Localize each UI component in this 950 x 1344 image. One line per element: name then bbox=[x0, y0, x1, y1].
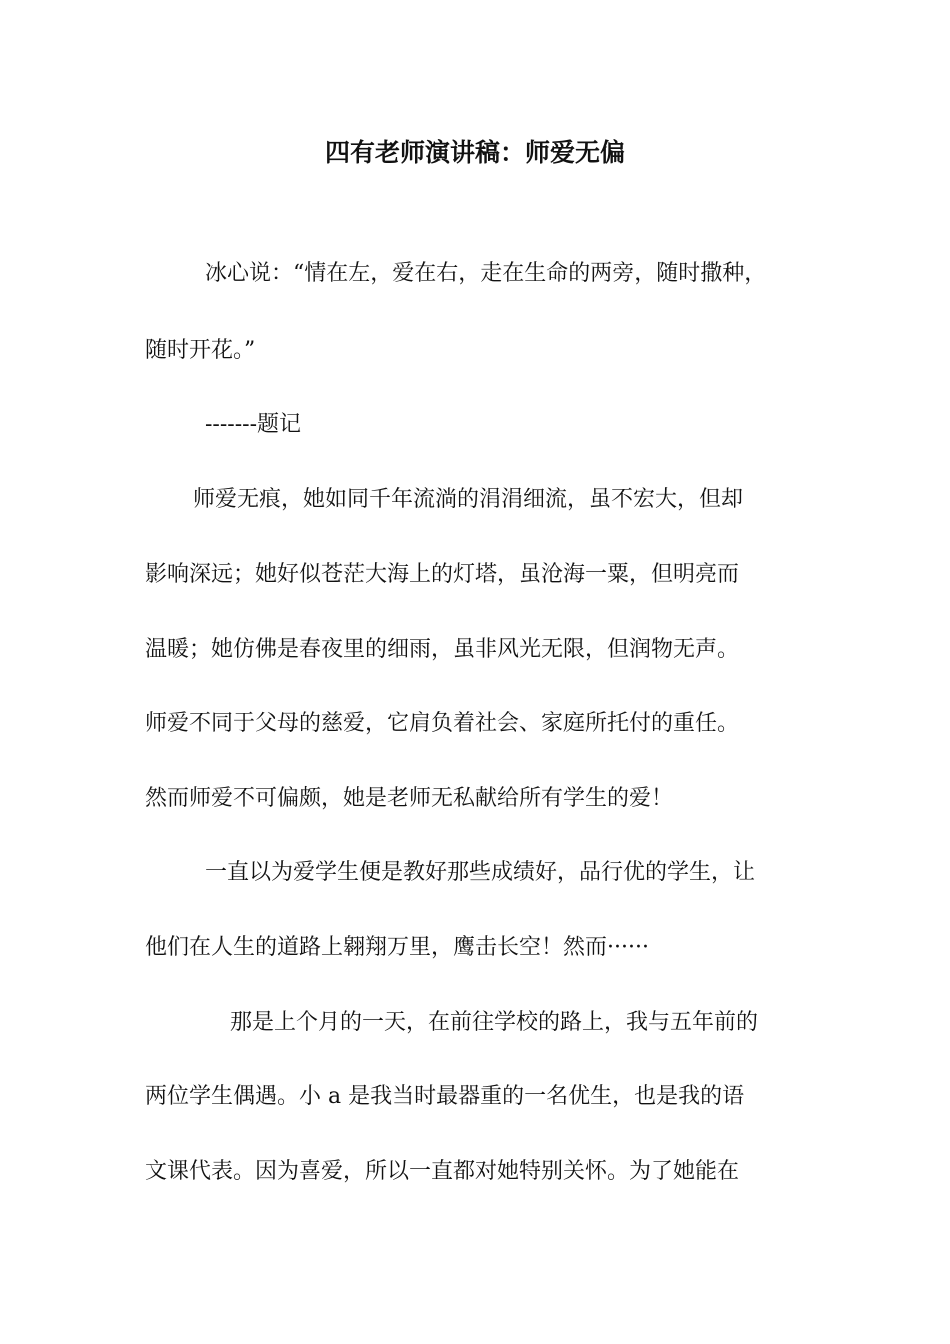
text-line: 师爱无痕，她如同千年流淌的涓涓细流，虽不宏大，但却 bbox=[193, 487, 744, 512]
text-line: 然而师爱不可偏颇，她是老师无私献给所有学生的爱！ bbox=[145, 786, 674, 811]
text-line: 影响深远；她好似苍茫大海上的灯塔，虽沧海一粟，但明亮而 bbox=[145, 562, 740, 587]
text-line: 随时开花。” bbox=[145, 338, 256, 363]
text-line: 他们在人生的道路上翱翔万里，鹰击长空！然而······ bbox=[145, 935, 649, 960]
text-line: 文课代表。因为喜爱，所以一直都对她特别关怀。为了她能在 bbox=[145, 1159, 740, 1184]
text-line: 冰心说：“情在左，爱在右，走在生命的两旁，随时撒种， bbox=[205, 261, 767, 286]
text-line: 两位学生偶遇。小 a 是我当时最器重的一名优生，也是我的语 bbox=[145, 1084, 745, 1109]
text-line: 温暖；她仿佛是春夜里的细雨，虽非风光无限，但润物无声。 bbox=[145, 637, 740, 662]
document-title: 四有老师演讲稿：师爱无偏 bbox=[324, 138, 625, 167]
text-line: 师爱不同于父母的慈爱，它肩负着社会、家庭所托付的重任。 bbox=[145, 711, 740, 736]
text-line: -------题记 bbox=[205, 412, 302, 437]
text-line: 一直以为爱学生便是教好那些成绩好，品行优的学生，让 bbox=[205, 860, 756, 885]
text-line: 那是上个月的一天，在前往学校的路上，我与五年前的 bbox=[230, 1010, 759, 1035]
